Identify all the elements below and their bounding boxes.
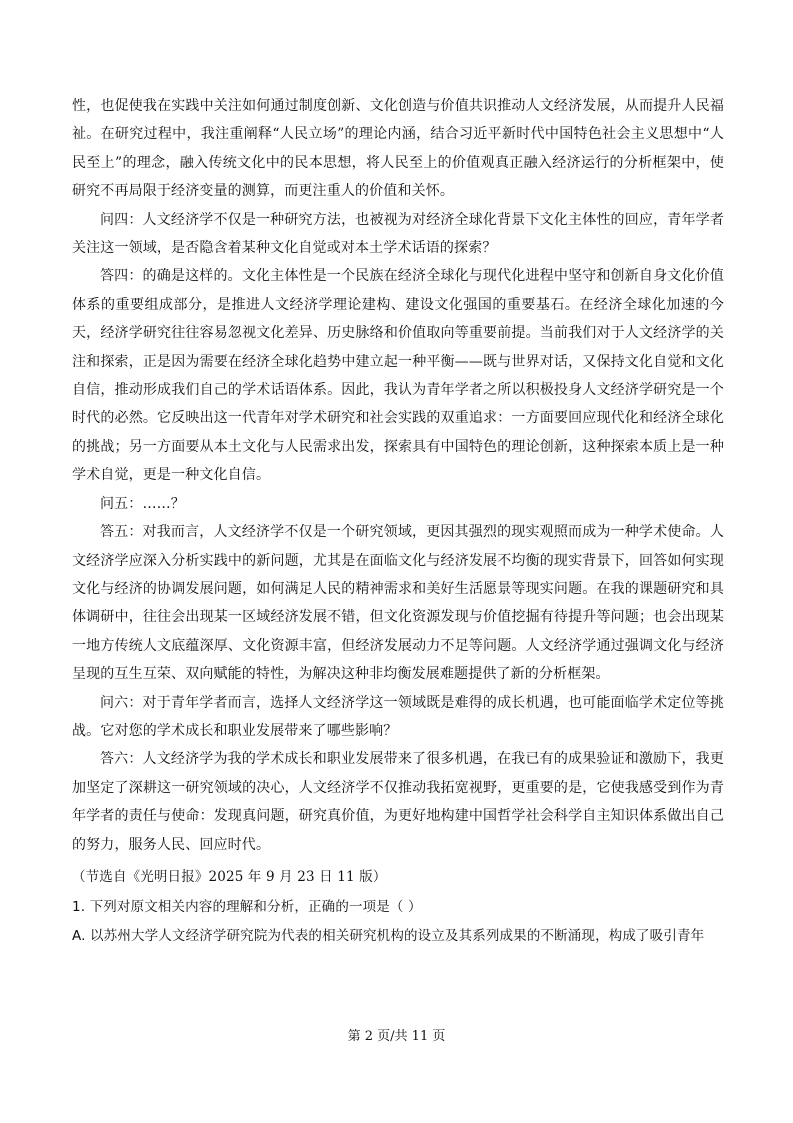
exam-question-1: 1. 下列对原文相关内容的理解和分析，正确的一项是（ ）: [72, 899, 422, 916]
page-number-footer: 第 2 页/共 11 页: [347, 1029, 446, 1044]
source-citation: （节选自《光明日报》2025 年 9 月 23 日 11 版）: [72, 868, 387, 885]
answer-five: 答五：对我而言，人文经济学不仅是一个研究领域，更因其强烈的现实观照而成为一种学术使命。人文经济学应深入分析实践中的新问题，尤其是在面临文化与经济发展不均衡的现实背景下，回答如何实现文化与经济的协调发展问题，如何满足人民的精神需求和美好生活愿景等现实问题。在我的课题研究和具体调研中，往往会出现某一区域经济发展不错，但文化资源发现与价值挖掘有待提升等问题；也会出现某一地方传统人文底蕴深厚、文化资源丰富，但经济发展动力不足等问题。人文经济学通过强调文化与经济呈现的互生互荣、双向赋能的特性，为解决这种非均衡发展难题提供了新的分析框架。: [72, 524, 724, 683]
question-four: 问四：人文经济学不仅是一种研究方法，也被视为对经济全球化背景下文化主体性的回应，青年学者关注这一领域，是否隐含着某种文化自觉或对本土学术话语的探索？: [72, 211, 724, 257]
paragraph-continuation: 性，也促使我在实践中关注如何通过制度创新、文化创造与价值共识推动人文经济发展，从而提升人民福祉。在研究过程中，我注重阐释“人民立场”的理论内涵，结合习近平新时代中国特色社会主义思想中“人民至上”的理念，融入传统文化中的民本思想，将人民至上的价值观真正融入经济运行的分析框架中，使研究不再局限于经济变量的测算，而更注重人的价值和关怀。: [72, 98, 724, 200]
answer-six: 答六：人文经济学为我的学术成长和职业发展带来了很多机遇，在我已有的成果验证和激励下，我更加坚定了深耕这一研究领域的决心，人文经济学不仅推动我拓宽视野，更重要的是，它使我感受到作为青年学者的责任与使命：发现真问题，研究真价值，为更好地构建中国哲学社会科学自主知识体系做出自己的努力，服务人民、回应时代。: [72, 751, 724, 853]
article-body: [72, 92, 724, 950]
question-five: 问五：……？: [100, 495, 185, 512]
answer-four: 答四：的确是这样的。文化主体性是一个民族在经济全球化与现代化进程中坚守和创新自身文化价值体系的重要组成部分，是推进人文经济学理论建构、建设文化强国的重要基石。在经济全球化加速的今天，经济学研究往往容易忽视文化差异、历史脉络和价值取向等重要前提。当前我们对于人文经济学的关注和探索，正是因为需要在经济全球化趋势中建立起一种平衡——既与世界对话，又保持文化自觉和文化自信，推动形成我们自己的学术话语体系。因此，我认为青年学者之所以积极投身人文经济学研究是一个时代的必然。它反映出这一代青年对学术研究和社会实践的双重追求：一方面要回应现代化和经济全球化的挑战；另一方面要从本土文化与人民需求出发，探索具有中国特色的理论创新，这种探索本质上是一种学术自觉，更是一种文化自信。: [72, 268, 724, 484]
option-a: A. 以苏州大学人文经济学研究院为代表的相关研究机构的设立及其系列成果的不断涌现，构成了吸引青年: [72, 927, 705, 944]
question-six: 问六：对于青年学者而言，选择人文经济学这一领域既是难得的成长机遇，也可能面临学术定位等挑战。它对您的学术成长和职业发展带来了哪些影响？: [72, 694, 724, 739]
